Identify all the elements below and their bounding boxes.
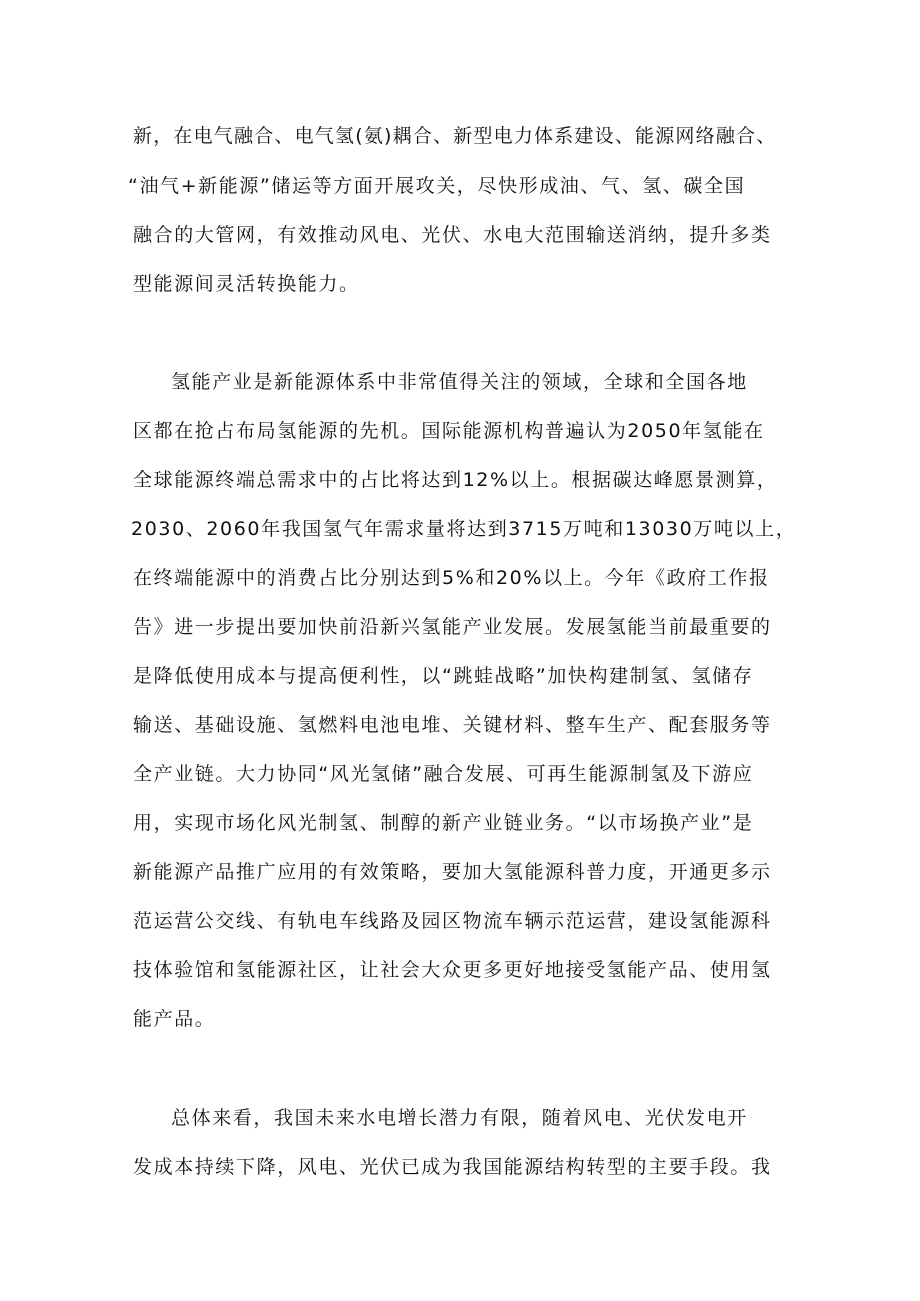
text-line: 告》进一步提出要加快前沿新兴氢能产业发展。发展氢能当前最重要的 xyxy=(133,616,772,638)
text-line: 输送、基础设施、氢燃料电池电堆、关键材料、整车生产、配套服务等 xyxy=(133,714,772,736)
text-line: 新能源产品推广应用的有效策略，要加大氢能源科普力度，开通更多示 xyxy=(133,861,772,883)
text-line: “油气+新能源”储运等方面开展攻关，尽快形成油、气、氢、碳全国 xyxy=(128,175,746,197)
text-line: 能产品。 xyxy=(133,1008,216,1030)
text-line: 用，实现市场化风光制氢、制醇的新产业链业务。“以市场换产业”是 xyxy=(133,812,754,834)
text-line: 2030、2060年我国氢气年需求量将达到3715万吨和13030万吨以上， xyxy=(131,518,797,540)
text-line: 是降低使用成本与提高便利性，以“跳蛙战略”加快构建制氢、氢储存 xyxy=(133,665,754,687)
text-line: 氢能产业是新能源体系中非常值得关注的领域，全球和全国各地 xyxy=(171,371,748,393)
text-line: 总体来看，我国未来水电增长潜力有限，随着风电、光伏发电开 xyxy=(171,1107,748,1129)
text-line: 型能源间灵活转换能力。 xyxy=(133,273,360,295)
text-line: 技体验馆和氢能源社区，让社会大众更多更好地接受氢能产品、使用氢 xyxy=(133,959,772,981)
text-line: 全产业链。大力协同“风光氢储”融合发展、可再生能源制氢及下游应 xyxy=(133,763,754,785)
text-line: 全球能源终端总需求中的占比将达到12%以上。根据碳达峰愿景测算， xyxy=(133,469,778,491)
text-line: 范运营公交线、有轨电车线路及园区物流车辆示范运营，建设氢能源科 xyxy=(133,910,772,932)
text-line: 在终端能源中的消费占比分别达到5%和20%以上。今年《政府工作报 xyxy=(133,567,770,589)
text-line: 发成本持续下降，风电、光伏已成为我国能源结构转型的主要手段。我 xyxy=(133,1156,772,1178)
text-line: 融合的大管网，有效推动风电、光伏、水电大范围输送消纳，提升多类 xyxy=(133,224,772,246)
text-line: 新，在电气融合、电气氢(氨)耦合、新型电力体系建设、能源网络融合、 xyxy=(133,125,777,147)
text-line: 区都在抢占布局氢能源的先机。国际能源机构普遍认为2050年氢能在 xyxy=(133,420,765,442)
